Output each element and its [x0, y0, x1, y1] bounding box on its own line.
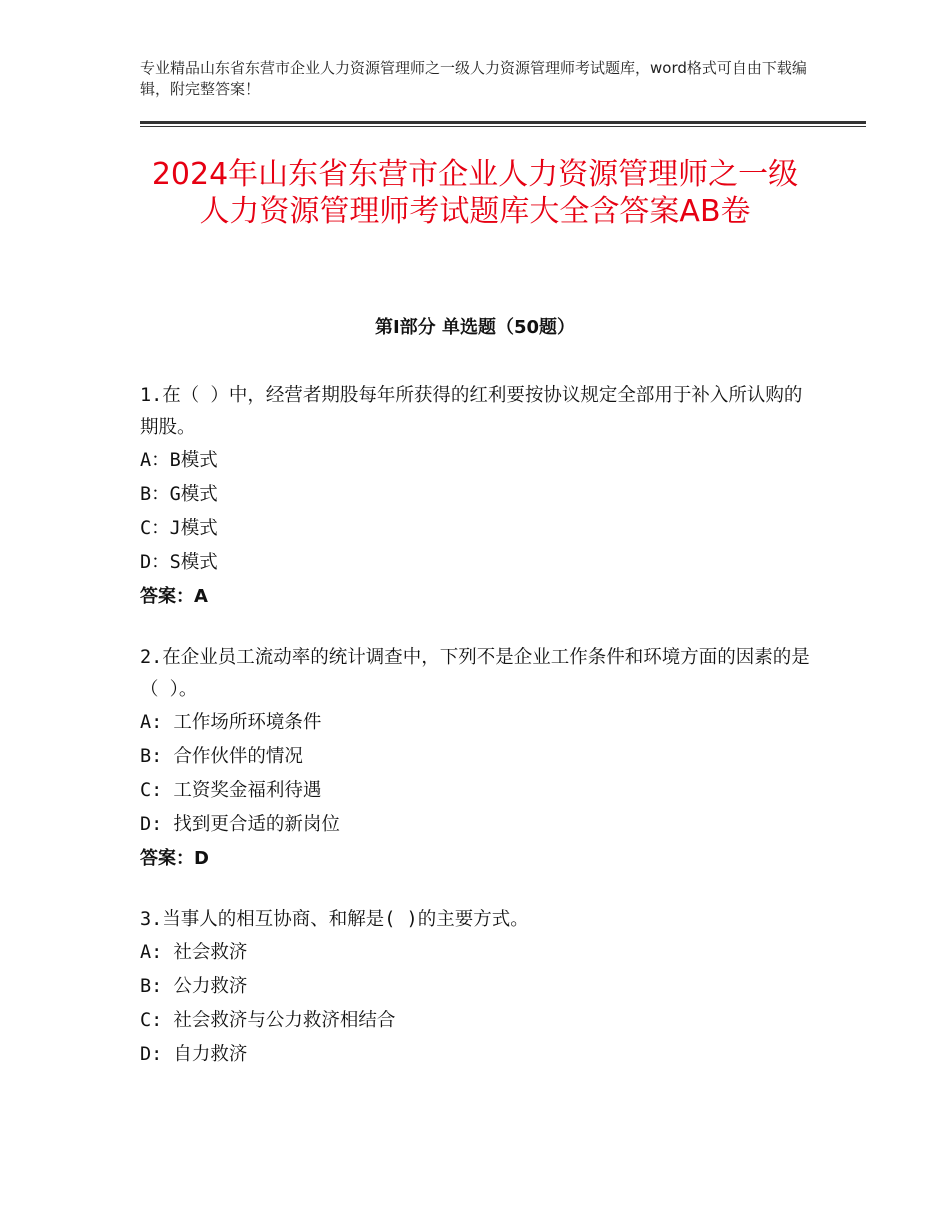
option-d: D: 找到更合适的新岗位 [140, 814, 340, 835]
option-d: D：S模式 [140, 552, 218, 573]
option-c: C: 社会救济与公力救济相结合 [140, 1010, 396, 1031]
answer: 答案：D [140, 848, 209, 869]
option-b: B: 合作伙伴的情况 [140, 746, 303, 767]
header-note: 专业精品山东省东营市企业人力资源管理师之一级人力资源管理师考试题库，word格式可自由下载编辑，附完整答案！ [140, 59, 807, 98]
question-1 [140, 380, 820, 614]
section-title: 第Ⅰ部分 单选题（50题） [374, 317, 575, 338]
header-rule-thin [140, 126, 866, 127]
option-b: B：G模式 [140, 484, 218, 505]
question-stem: 2.在企业员工流动率的统计调查中，下列不是企业工作条件和环境方面的因素的是（ ）。 [140, 647, 810, 700]
option-d: D: 自力救济 [140, 1044, 248, 1065]
option-c: C: 工资奖金福利待遇 [140, 780, 322, 801]
option-b: B: 公力救济 [140, 976, 248, 997]
answer: 答案：A [140, 586, 208, 607]
question-3 [140, 904, 820, 1072]
document-title: 2024年山东省东营市企业人力资源管理师之一级人力资源管理师考试题库大全含答案AB卷 [151, 157, 799, 229]
option-a: A: 社会救济 [140, 942, 248, 963]
option-c: C：J模式 [140, 518, 218, 539]
option-a: A: 工作场所环境条件 [140, 712, 322, 733]
header-rule-thick [140, 121, 866, 124]
question-2 [140, 642, 820, 876]
option-a: A：B模式 [140, 450, 218, 471]
question-stem: 3.当事人的相互协商、和解是( )的主要方式。 [140, 909, 529, 930]
question-stem: 1.在（ ）中，经营者期股每年所获得的红利要按协议规定全部用于补入所认购的期股。 [140, 385, 803, 438]
question-list [140, 380, 820, 1100]
